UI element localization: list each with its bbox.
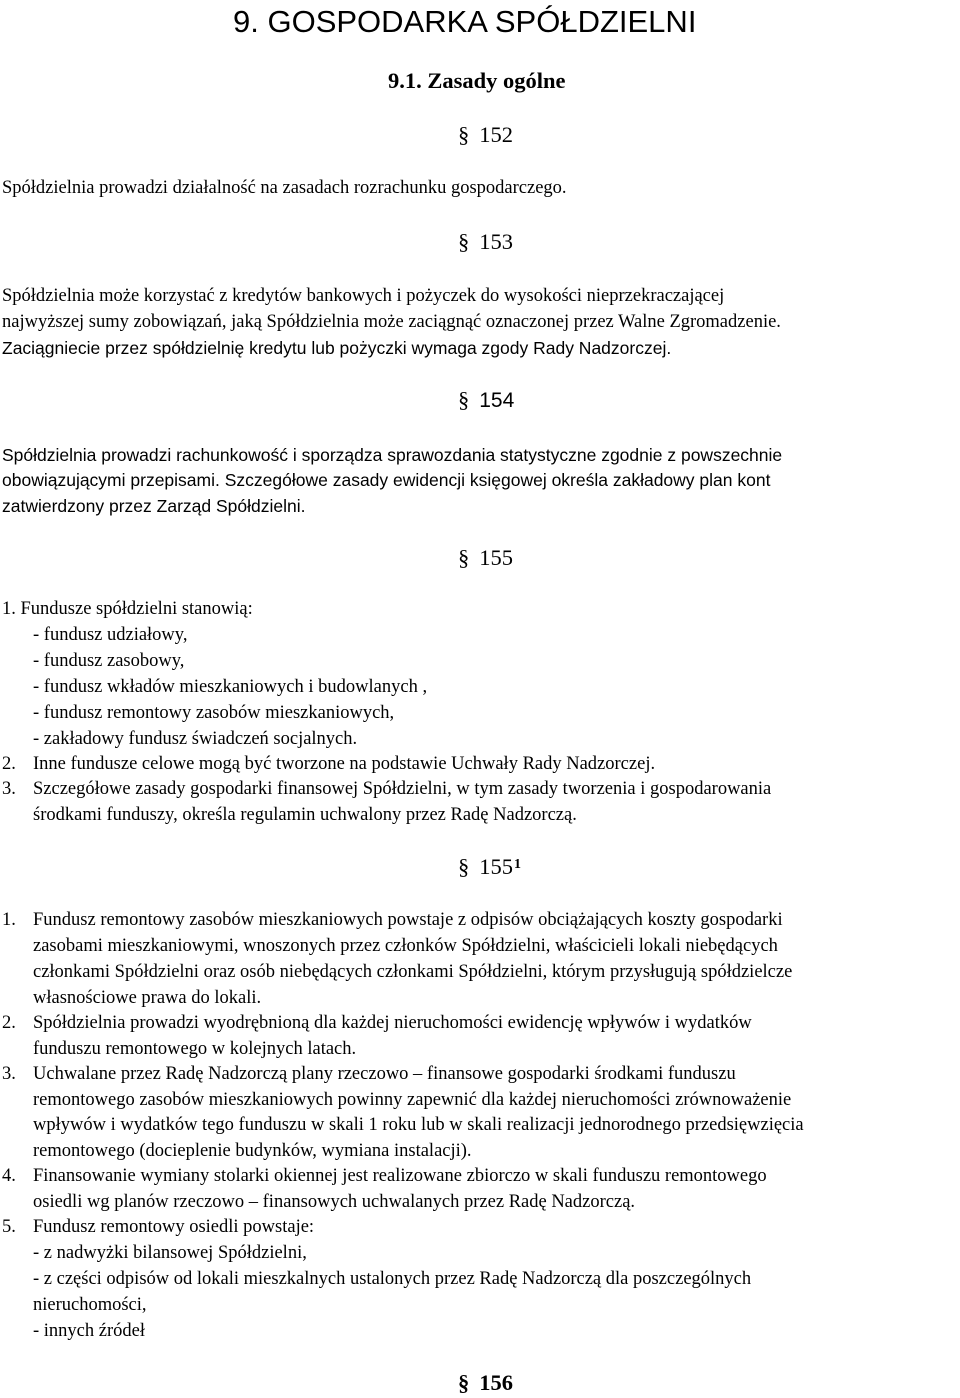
p155-1-item-4-number: 4. [2,1166,16,1186]
paragraph-heading-155 [458,543,513,573]
paragraph-heading-156 [458,1368,513,1398]
p155-1-item-1-number: 1. [2,910,16,930]
section-title: 9.1. Zasady ogólne [388,68,566,93]
p155-1-item-3-number: 3. [2,1064,16,1084]
p155-line-2: - fundusz udziałowy, [33,625,188,645]
p152-line-1: Spółdzielnia prowadzi działalność na zasadach rozrachunku gospodarczego. [2,178,567,198]
section-sign: § [458,387,470,412]
p155-1-item-5-line-3: - z części odpisów od lokali mieszkalnych ustalonych przez Radę Nadzorczą dla poszczególnych [33,1269,752,1289]
paragraph-heading-152 [458,120,513,150]
p155-item-2: Inne fundusze celowe mogą być tworzone na podstawie Uchwały Rady Nadzorczej. [33,754,656,774]
paragraph-number: 154 [479,389,515,412]
p155-1-item-3-line-4: remontowego (docieplenie budynków, wymiana instalacji). [33,1141,472,1161]
p155-1-item-4-line-1: Finansowanie wymiany stolarki okiennej jest realizowane zbiorczo w skali funduszu remontowego [33,1166,767,1186]
p155-1-item-3-line-1: Uchwalane przez Radę Nadzorczą plany rzeczowo – finansowe gospodarki środkami funduszu [33,1064,736,1084]
p155-1-item-2-line-2: funduszu remontowego w kolejnych latach. [33,1039,357,1059]
section-sign: § [458,1370,470,1395]
section-sign: § [458,229,470,254]
p155-1-item-4-line-2: osiedli wg planów rzeczowo – finansowych uchwalanych przez Radę Nadzorczą. [33,1192,636,1212]
p154-line-1: Spółdzielnia prowadzi rachunkowość i sporządza sprawozdania statystyczne zgodnie z powszechnie [2,445,783,465]
p155-1-item-5-line-5: - innych źródeł [33,1321,145,1341]
p155-1-item-2-line-1: Spółdzielnia prowadzi wyodrębnioną dla każdej nieruchomości ewidencję wpływów i wydatków [33,1013,752,1033]
p155-item-2-number: 2. [2,754,16,774]
p155-line-4: - fundusz wkładów mieszkaniowych i budowlanych , [33,677,428,697]
p154-line-3: zatwierdzony przez Zarząd Spółdzielni. [2,496,306,516]
p155-1-item-1-line-3: członkami Spółdzielni oraz osób niebędących członkami Spółdzielni, którym przysługują spółdzielcze [33,962,793,982]
p155-line-6: - zakładowy fundusz świadczeń socjalnych. [33,729,358,749]
p155-1-item-5-line-1: Fundusz remontowy osiedli powstaje: [33,1217,315,1237]
p155-1-item-3-line-3: wpływów i wydatków tego funduszu w skali 1 roku lub w skali realizacji jednorodnego przedsięwzięcia [33,1115,804,1135]
p153-line-3: Zaciągniecie przez spółdzielnię kredytu lub pożyczki wymaga zgody Rady Nadzorczej. [2,338,672,358]
paragraph-number: 155 [479,854,513,879]
p155-1-item-2-number: 2. [2,1013,16,1033]
p154-line-2b: Szczegółowe zasady ewidencji księgowej określa zakładowy plan kont [219,470,771,490]
section-sign: § [458,122,470,147]
paragraph-number: 153 [479,229,513,254]
p155-item-3-line-1: Szczegółowe zasady gospodarki finansowej Spółdzielni, w tym zasady tworzenia i gospodarowania [33,779,772,799]
section-sign: § [458,854,470,879]
paragraph-superscript: 1 [514,857,521,872]
chapter-title: 9. GOSPODARKA SPÓŁDZIELNI [233,4,697,39]
p155-1-item-1-line-2: zasobami mieszkaniowymi, wnoszonych przez członków Spółdzielni, właścicieli lokali niebędących [33,936,778,956]
paragraph-heading-153 [458,227,513,257]
p153-line-1: Spółdzielnia może korzystać z kredytów bankowych i pożyczek do wysokości nieprzekraczającej [2,286,725,306]
p154-line-2 [2,467,770,494]
p154-line-2a: obowiązującymi przepisami. [2,470,220,490]
p155-item-3-number: 3. [2,779,16,799]
paragraph-heading-155-1 [458,852,521,882]
p155-1-item-5-line-4: nieruchomości, [33,1295,147,1315]
p155-line-1: 1. Fundusze spółdzielni stanowią: [2,599,253,619]
p155-item-3-line-2: środkami funduszy, określa regulamin uchwalony przez Radę Nadzorczą. [33,805,577,825]
p155-1-item-5-line-2: - z nadwyżki bilansowej Spółdzielni, [33,1243,307,1263]
section-sign: § [458,545,470,570]
p155-1-item-3-line-2: remontowego zasobów mieszkaniowych powinny zapewnić dla każdej nieruchomości zrównoważenie [33,1090,792,1110]
p155-1-item-5-number: 5. [2,1217,16,1237]
p155-line-3: - fundusz zasobowy, [33,651,185,671]
p153-line-2: najwyższej sumy zobowiązań, jaką Spółdzielnia może zaciągnąć oznaczonej przez Walne Zgromadzenie. [2,312,781,332]
paragraph-number: 155 [479,545,513,570]
p155-1-item-1-line-1: Fundusz remontowy zasobów mieszkaniowych powstaje z odpisów obciążających koszty gospodarki [33,910,783,930]
paragraph-heading-154 [458,385,514,416]
p155-1-item-1-line-4: własnościowe prawa do lokali. [33,988,262,1008]
paragraph-number: 156 [479,1370,513,1395]
paragraph-number: 152 [479,122,513,147]
p155-line-5: - fundusz remontowy zasobów mieszkaniowych, [33,703,395,723]
